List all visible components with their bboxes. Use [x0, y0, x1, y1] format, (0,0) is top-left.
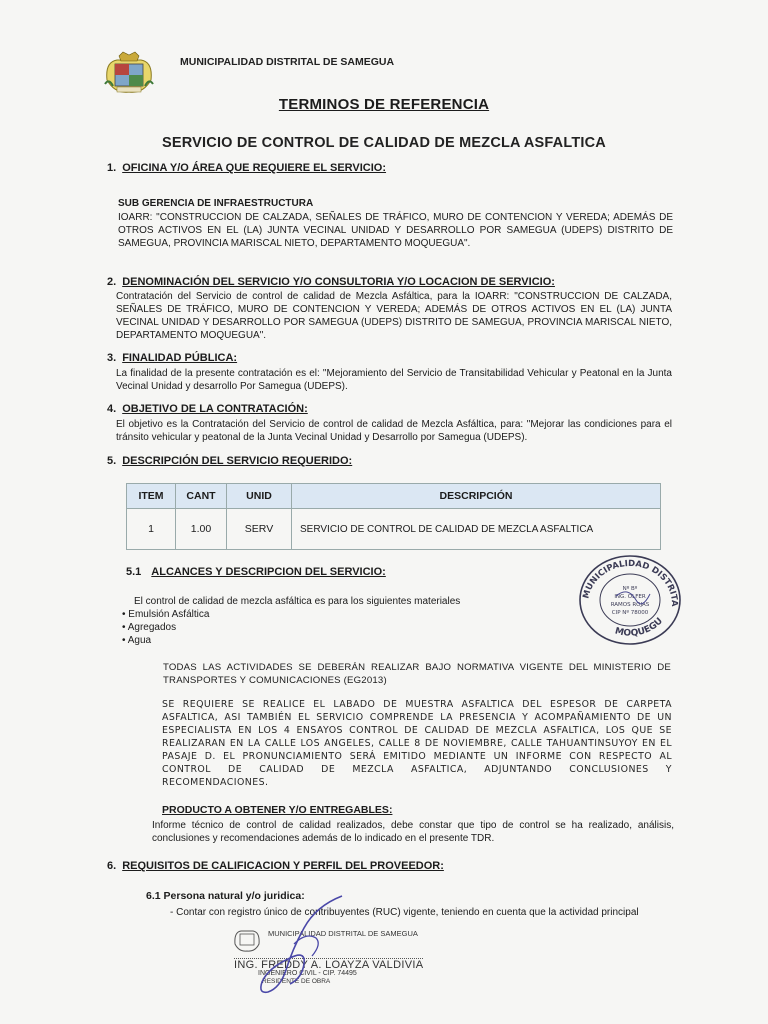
- seal-line-1: Nº Bº: [622, 586, 638, 592]
- section-6-title: REQUISITOS DE CALIFICACION Y PERFIL DEL PROVEEDOR:: [122, 860, 444, 872]
- section-2-number: 2.: [107, 276, 117, 288]
- section-1-number: 1.: [107, 162, 117, 174]
- cell-item: 1: [127, 509, 176, 550]
- section-5-1-title: ALCANCES Y DESCRIPCION DEL SERVICIO:: [151, 566, 386, 578]
- section-6-1-heading: 6.1 Persona natural y/o juridica:: [146, 890, 305, 902]
- deliverables-text: Informe técnico de control de calidad realizados, debe constar que tipo de control se ha realizado, análisis, conclusiones y recomendaciones además de lo indicado en el presente TDR.: [152, 820, 674, 844]
- section-2-heading: [107, 276, 555, 288]
- section-5-1-heading: [126, 566, 386, 578]
- section-6-number: 6.: [107, 860, 117, 872]
- deliverables-heading: PRODUCTO A OBTENER Y/O ENTREGABLES:: [162, 804, 393, 816]
- normative-text: TODAS LAS ACTIVIDADES SE DEBERÁN REALIZAR BAJO NORMATIVA VIGENTE DEL MINISTERIO DE TRANSPORTES Y COMUNICACIONES (EG2013): [163, 662, 671, 686]
- signatory-name: ING. FREDDY A. LOAYZA VALDIVIA: [234, 959, 424, 971]
- page-subtitle: SERVICIO DE CONTROL DE CALIDAD DE MEZCLA ASFALTICA: [162, 135, 606, 151]
- seal-line-2: ING. OLFER: [614, 594, 646, 600]
- service-requirement-text: SE REQUIERE SE REALICE EL LABADO DE MUESTRA ASFALTICA DEL ESPESOR DE CARPETA ASFALTICA, ASI TAMBIÉN EL SERVICIO COMPRENDE LA PRESENCIA Y ACOMPAÑAMIENTO DE UN ESPECIALISTA EN LOS 4 ENSAYOS CONTROL DE CALIDAD DE MEZCLA ASFALTICA, LOS QUE SE REALIZARAN EN LA CALLE LOS ANGELES, CALLE 8 DE NOVIEMBRE, CALLE TAHUANTINSUYOY EN EL PASAJE D. EL PRONUNCIAMIENTO SERÁ EMITIDO MEDIANTE UN INFORME CON RESPECTO AL CONTROL DE CALIDAD DE MEZCLA ASFALTICA, ADJUNTANDO CONCLUSIONES Y RECOMENDACIONES.: [162, 699, 672, 788]
- column-header-cant: CANT: [176, 484, 227, 509]
- official-seal-stamp: [576, 552, 684, 648]
- cell-unid: SERV: [227, 509, 292, 550]
- column-header-descripcion: DESCRIPCIÓN: [292, 484, 661, 509]
- section-5-heading: [107, 455, 352, 467]
- municipality-name: MUNICIPALIDAD DISTRITAL DE SAMEGUA: [180, 56, 395, 68]
- list-item: • Emulsión Asfáltica: [122, 609, 210, 620]
- column-header-unid: UNID: [227, 484, 292, 509]
- service-table-header: [127, 484, 661, 509]
- section-1-text: IOARR: "CONSTRUCCION DE CALZADA, SEÑALES DE TRÁFICO, MURO DE CONTENCION Y VEREDA; ADEMÁS DE OTROS ACTIVOS EN EL (LA) JUNTA VECINAL UNIDAD Y DESARROLLO POR SAMEGUA (UDEPS) DISTRITO DE SAMEGUA, PROVINCIA MARISCAL NIETO, DEPARTAMENTO MOQUEGUA".: [118, 212, 673, 249]
- signatory-title: INGENIERO CIVIL - CIP. 74495: [258, 970, 357, 977]
- table-row: [127, 509, 661, 550]
- section-1-title: OFICINA Y/O ÁREA QUE REQUIERE EL SERVICIO:: [122, 162, 387, 174]
- cell-cant: 1.00: [176, 509, 227, 550]
- section-4-title: OBJETIVO DE LA CONTRATACIÓN:: [122, 403, 308, 415]
- page-title: TERMINOS DE REFERENCIA: [278, 96, 490, 113]
- section-3-heading: [107, 352, 237, 364]
- section-4-heading: [107, 403, 308, 415]
- list-item: • Agregados: [122, 622, 177, 633]
- footer-municipality: MUNICIPALIDAD DISTRITAL DE SAMEGUA: [268, 929, 418, 938]
- materials-intro: El control de calidad de mezcla asfáltica es para los siguientes materiales: [134, 596, 461, 607]
- section-6-1-item: - Contar con registro único de contribuyentes (RUC) vigente, teniendo en cuenta que la actividad principal: [170, 907, 639, 918]
- section-4-number: 4.: [107, 403, 117, 415]
- section-5-number: 5.: [107, 455, 117, 467]
- seal-ring-bottom: MOQUEGU: [613, 616, 665, 639]
- office-name: SUB GERENCIA DE INFRAESTRUCTURA: [118, 198, 314, 209]
- section-2-text: Contratación del Servicio de control de calidad de Mezcla Asfáltica, para la IOARR: "CONSTRUCCION DE CALZADA, SEÑALES DE TRÁFICO, MURO DE CONTENCION Y VEREDA; ADEMÁS DE OTROS ACTIVOS EN EL (LA) JUNTA VECINAL UNIDAD Y DESARROLLO POR SAMEGUA (UDEPS) DISTRITO DE SAMEGUA, PROVINCIA MARISCAL NIETO, DEPARTAMENTO MOQUEGUA".: [116, 291, 672, 341]
- section-3-text: La finalidad de la presente contratación es el: "Mejoramiento del Servicio de Transitabilidad Vehicular y Peatonal en la Junta Vecinal Unidad y desarrollo Por Samegua (UDEPS).: [116, 368, 672, 392]
- municipal-crest-logo: [103, 50, 155, 94]
- section-4-text: El objetivo es la Contratación del Servicio de control de calidad de Mezcla Asfáltica, para: "Mejorar las condiciones para el tránsito vehicular y peatonal de la Junta Vecinal Unidad y Desarrollo por Samegua (UDEPS).: [116, 419, 672, 443]
- section-6-heading: [107, 860, 444, 872]
- seal-line-4: CIP Nº 78000: [611, 610, 649, 616]
- seal-line-3: RAMOS ROJAS: [610, 602, 650, 608]
- section-5-1-number: 5.1: [126, 566, 142, 578]
- column-header-item: ITEM: [127, 484, 176, 509]
- list-item: • Agua: [122, 635, 152, 646]
- section-3-number: 3.: [107, 352, 117, 364]
- cell-descripcion: SERVICIO DE CONTROL DE CALIDAD DE MEZCLA ASFALTICA: [292, 509, 661, 550]
- handwritten-signature: [246, 888, 356, 998]
- seal-ring-top: MUNICIPALIDAD DISTRITA: [581, 558, 680, 607]
- section-3-title: FINALIDAD PÚBLICA:: [122, 352, 238, 364]
- section-1-heading: [107, 162, 386, 174]
- signatory-role: RESIDENTE DE OBRA: [262, 978, 331, 985]
- ruc-requirement-text: Contar con registro único de contribuyentes (RUC) vigente, teniendo en cuenta que la actividad principal: [176, 907, 639, 918]
- section-5-title: DESCRIPCIÓN DEL SERVICIO REQUERIDO:: [122, 455, 353, 467]
- materials-list: [122, 608, 209, 647]
- service-table: [126, 483, 661, 550]
- section-2-title: DENOMINACIÓN DEL SERVICIO Y/O CONSULTORIA Y/O LOCACION DE SERVICIO:: [122, 276, 555, 288]
